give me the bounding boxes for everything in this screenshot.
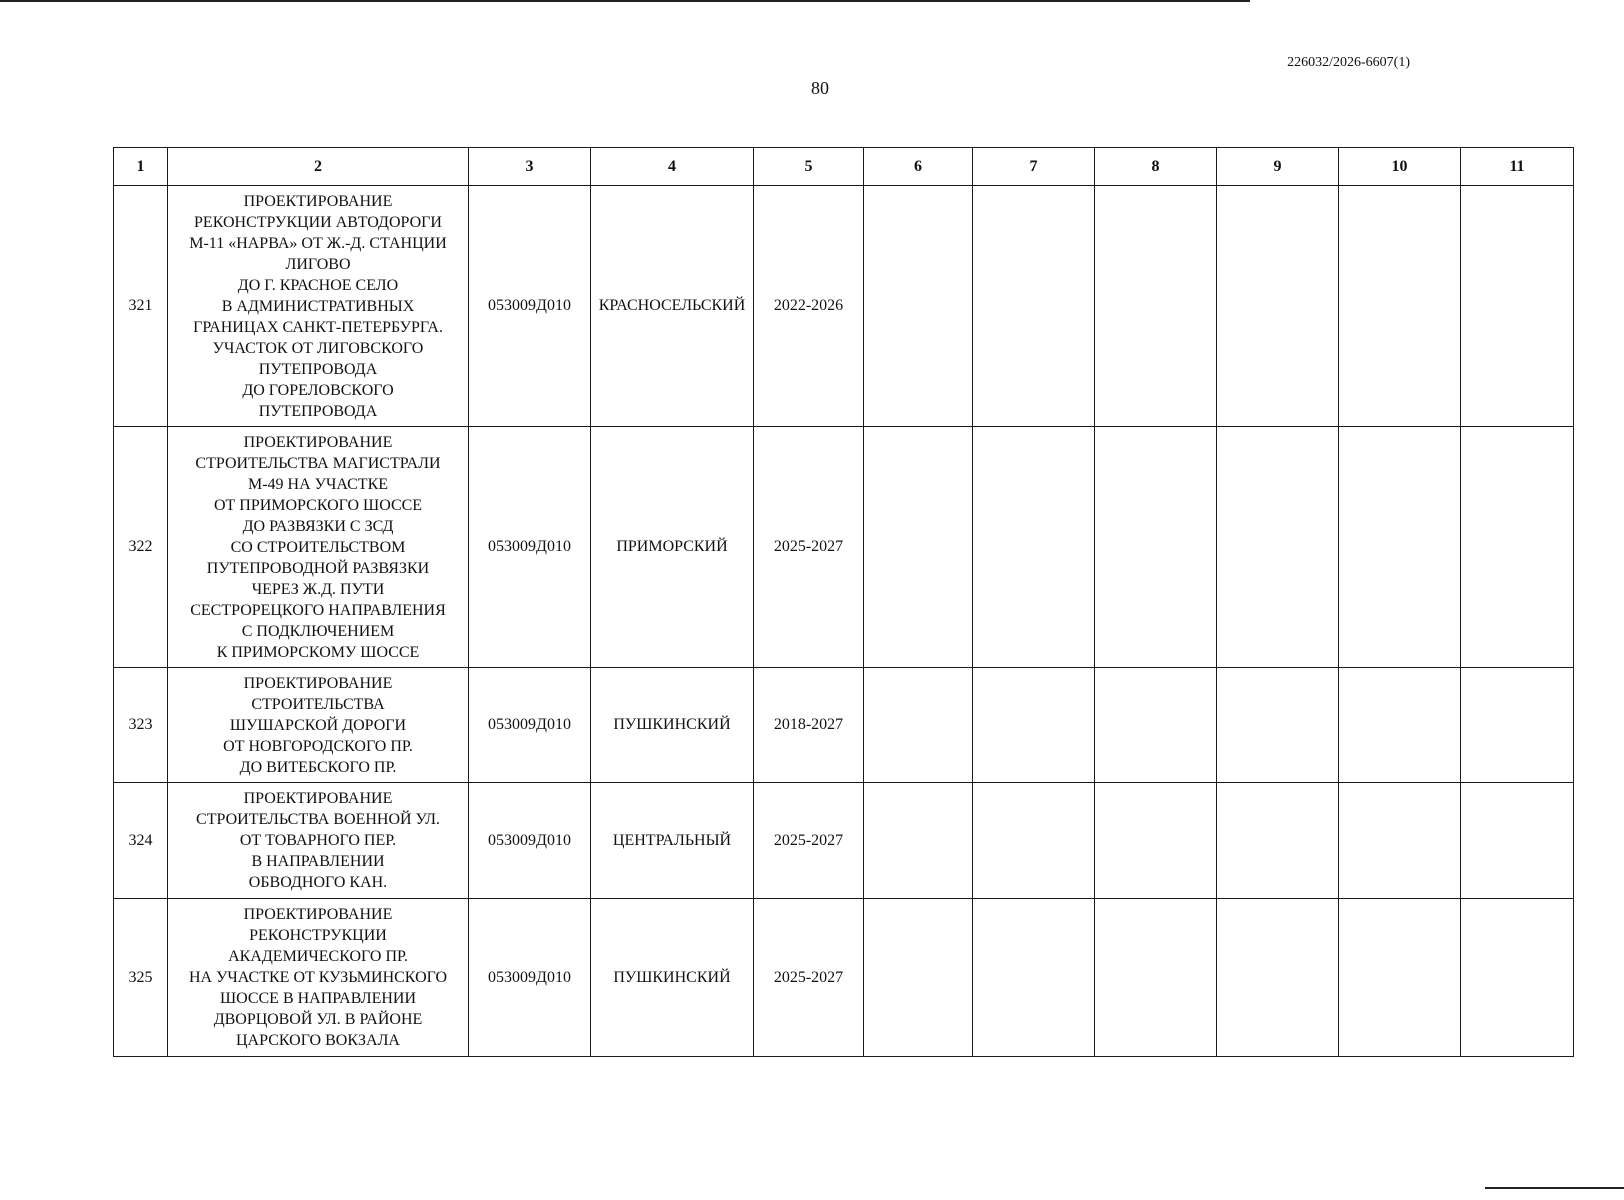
object-name-line: ПУТЕПРОВОДА: [258, 402, 378, 420]
period: 2025-2027: [754, 427, 864, 668]
object-name-line: РЕКОНСТРУКЦИИ АВТОДОРОГИ: [194, 213, 442, 231]
column-header-10: 10: [1339, 148, 1461, 186]
district: КРАСНОСЕЛЬСКИЙ: [591, 186, 754, 427]
empty-cell: [864, 427, 973, 668]
empty-cell: [864, 668, 973, 783]
object-name-line: ПРОЕКТИРОВАНИЕ: [243, 433, 393, 451]
empty-cell: [973, 668, 1095, 783]
empty-cell: [1339, 427, 1461, 668]
object-name-line: ШОССЕ В НАПРАВЛЕНИИ: [219, 990, 417, 1007]
empty-cell: [1339, 668, 1461, 783]
empty-cell: [864, 899, 973, 1057]
page-number: 80: [811, 78, 829, 98]
empty-cell: [1217, 899, 1339, 1057]
empty-cell: [1217, 783, 1339, 899]
object-name-line: НА УЧАСТКЕ ОТ КУЗЬМИНСКОГО: [188, 969, 448, 986]
object-name: [168, 899, 469, 1057]
table-row: [114, 427, 1574, 668]
column-header-9: 9: [1217, 148, 1339, 186]
empty-cell: [1217, 186, 1339, 427]
empty-cell: [1461, 899, 1574, 1057]
period: 2025-2027: [754, 899, 864, 1057]
column-header-6: 6: [864, 148, 973, 186]
object-name-line: СТРОИТЕЛЬСТВА МАГИСТРАЛИ: [195, 454, 441, 472]
object-name-line: ДО ГОРЕЛОВСКОГО: [242, 381, 394, 399]
object-name: [168, 186, 469, 427]
budget-code: 053009Д010: [469, 427, 591, 668]
object-name-line: ОБВОДНОГО КАН.: [248, 874, 388, 891]
empty-cell: [1461, 668, 1574, 783]
empty-cell: [1217, 668, 1339, 783]
object-name-line: М-49 НА УЧАСТКЕ: [247, 475, 389, 493]
object-name-line: ОТ НОВГОРОДСКОГО ПР.: [223, 737, 413, 755]
column-number-row: [114, 148, 1574, 186]
object-name-line: ГРАНИЦАХ САНКТ-ПЕТЕРБУРГА.: [193, 318, 443, 336]
column-header-2: 2: [168, 148, 469, 186]
object-name-line: ДО РАЗВЯЗКИ С ЗСД: [242, 517, 394, 535]
empty-cell: [1217, 427, 1339, 668]
top-edge-rule: [0, 0, 1250, 2]
object-name-line: ДО Г. КРАСНОЕ СЕЛО: [237, 276, 399, 294]
empty-cell: [1339, 899, 1461, 1057]
object-name-line: С ПОДКЛЮЧЕНИЕМ: [241, 622, 395, 640]
empty-cell: [864, 783, 973, 899]
empty-cell: [1461, 427, 1574, 668]
table-row: [114, 186, 1574, 427]
empty-cell: [1095, 668, 1217, 783]
object-name: [168, 783, 469, 899]
empty-cell: [1095, 783, 1217, 899]
object-name-line: ШУШАРСКОЙ ДОРОГИ: [229, 716, 407, 734]
object-name-line: ОТ ПРИМОРСКОГО ШОССЕ: [213, 496, 423, 514]
object-name: [168, 427, 469, 668]
empty-cell: [1095, 899, 1217, 1057]
object-name-line: ПУТЕПРОВОДНОЙ РАЗВЯЗКИ: [206, 559, 430, 577]
object-name-line: УЧАСТОК ОТ ЛИГОВСКОГО: [212, 339, 424, 357]
object-name: [168, 668, 469, 783]
data-table: [113, 147, 1574, 1057]
empty-cell: [973, 186, 1095, 427]
object-name-line: РЕКОНСТРУКЦИИ: [249, 927, 387, 944]
column-header-3: 3: [469, 148, 591, 186]
period: 2025-2027: [754, 783, 864, 899]
row-number: 322: [114, 427, 168, 668]
object-name-line: ЦАРСКОГО ВОКЗАЛА: [236, 1032, 400, 1049]
object-name-line: СТРОИТЕЛЬСТВА: [251, 695, 385, 713]
object-name-line: В АДМИНИСТРАТИВНЫХ: [221, 297, 415, 315]
period: 2022-2026: [754, 186, 864, 427]
column-header-11: 11: [1461, 148, 1574, 186]
column-header-5: 5: [754, 148, 864, 186]
table-row: [114, 783, 1574, 899]
object-name-line: В НАПРАВЛЕНИИ: [251, 853, 385, 870]
object-name-line: ПРОЕКТИРОВАНИЕ: [243, 192, 393, 210]
empty-cell: [1339, 186, 1461, 427]
object-name-line: К ПРИМОРСКОМУ ШОССЕ: [216, 643, 420, 661]
budget-code: 053009Д010: [469, 899, 591, 1057]
table-row: [114, 899, 1574, 1057]
empty-cell: [973, 783, 1095, 899]
table-row: [114, 668, 1574, 783]
column-header-1: 1: [114, 148, 168, 186]
object-name-line: СЕСТРОРЕЦКОГО НАПРАВЛЕНИЯ: [190, 601, 446, 619]
object-name-line: СО СТРОИТЕЛЬСТВОМ: [230, 538, 406, 556]
document-id: 226032/2026-6607(1): [1287, 55, 1410, 70]
object-name-line: ЧЕРЕЗ Ж.Д. ПУТИ: [251, 580, 385, 598]
row-number: 324: [114, 783, 168, 899]
empty-cell: [1095, 427, 1217, 668]
empty-cell: [1095, 186, 1217, 427]
row-number: 321: [114, 186, 168, 427]
budget-code: 053009Д010: [469, 668, 591, 783]
empty-cell: [1339, 783, 1461, 899]
empty-cell: [973, 899, 1095, 1057]
object-name-line: СТРОИТЕЛЬСТВА ВОЕННОЙ УЛ.: [196, 811, 440, 828]
object-name-line: ДВОРЦОВОЙ УЛ. В РАЙОНЕ: [213, 1011, 423, 1028]
row-number: 325: [114, 899, 168, 1057]
budget-code: 053009Д010: [469, 186, 591, 427]
column-header-7: 7: [973, 148, 1095, 186]
object-name-line: ПРОЕКТИРОВАНИЕ: [243, 674, 393, 692]
district: ПУШКИНСКИЙ: [591, 668, 754, 783]
object-name-line: ПУТЕПРОВОДА: [258, 360, 378, 378]
district: ПУШКИНСКИЙ: [591, 899, 754, 1057]
row-number: 323: [114, 668, 168, 783]
district: ЦЕНТРАЛЬНЫЙ: [591, 783, 754, 899]
period: 2018-2027: [754, 668, 864, 783]
bottom-edge-rule: [1485, 1187, 1624, 1189]
empty-cell: [864, 186, 973, 427]
column-header-8: 8: [1095, 148, 1217, 186]
empty-cell: [1461, 783, 1574, 899]
empty-cell: [1461, 186, 1574, 427]
empty-cell: [973, 427, 1095, 668]
object-name-line: АКАДЕМИЧЕСКОГО ПР.: [228, 948, 408, 965]
object-name-line: ПРОЕКТИРОВАНИЕ: [243, 906, 393, 923]
object-name-line: ДО ВИТЕБСКОГО ПР.: [239, 758, 397, 776]
object-name-line: М-11 «НАРВА» ОТ Ж.-Д. СТАНЦИИ: [189, 234, 447, 252]
district: ПРИМОРСКИЙ: [591, 427, 754, 668]
column-header-4: 4: [591, 148, 754, 186]
object-name-line: ОТ ТОВАРНОГО ПЕР.: [239, 832, 397, 849]
object-name-line: ПРОЕКТИРОВАНИЕ: [243, 790, 393, 807]
object-name-line: ЛИГОВО: [285, 255, 351, 273]
budget-code: 053009Д010: [469, 783, 591, 899]
